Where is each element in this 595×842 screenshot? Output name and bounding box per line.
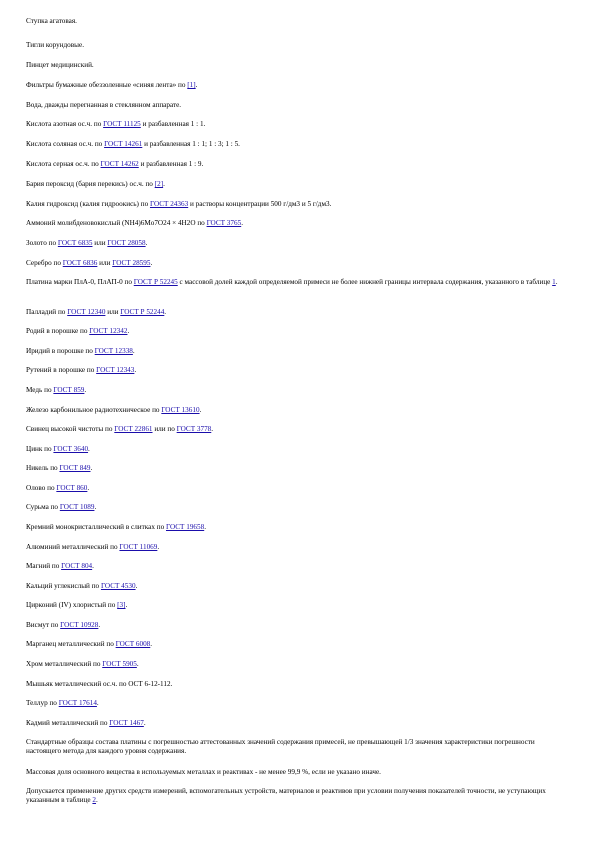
paragraph-text: Сурьма по	[26, 503, 60, 511]
paragraph	[26, 219, 566, 228]
paragraph-text: Кадмий металлический по	[26, 719, 110, 727]
paragraph	[26, 200, 566, 209]
paragraph	[26, 278, 566, 287]
reference-link[interactable]: ГОСТ 860	[56, 484, 88, 492]
paragraph-text: Золото по	[26, 239, 58, 247]
paragraph-text: Кислота соляная ос.ч. по	[26, 140, 105, 148]
paragraph-text: .	[204, 523, 206, 531]
paragraph	[26, 140, 566, 149]
paragraph-text: .	[90, 464, 93, 472]
paragraph-text: Вода, дважды перегнанная в стеклянном аппарате.	[26, 101, 182, 109]
paragraph	[26, 523, 566, 532]
paragraph	[26, 768, 566, 777]
reference-link[interactable]: [2]	[154, 180, 164, 188]
paragraph-text: .	[88, 445, 90, 453]
paragraph-text: Олово по	[26, 484, 57, 492]
paragraph	[26, 621, 566, 630]
reference-link[interactable]: ГОСТ 1467	[109, 719, 144, 727]
paragraph-text: Медь по	[26, 386, 54, 394]
paragraph	[26, 41, 566, 50]
paragraph-text: Родий в порошке по	[26, 327, 90, 335]
paragraph-text: Кислота азотная ос.ч. по	[26, 120, 104, 128]
paragraph-text: .	[135, 582, 138, 590]
reference-link[interactable]: ГОСТ 3778	[176, 425, 212, 433]
paragraph	[26, 406, 566, 415]
reference-link[interactable]: ГОСТ 6008	[115, 640, 151, 648]
reference-link[interactable]: ГОСТ 5905	[102, 660, 137, 668]
paragraph-text: .	[136, 660, 139, 668]
paragraph-text: или по	[152, 425, 177, 433]
paragraph-text: .	[150, 640, 153, 648]
reference-link[interactable]: ГОСТ 10928	[60, 621, 99, 629]
paragraph-text: Магний по	[26, 562, 62, 570]
paragraph-text: Массовая доля основного вещества в используемых металлах и реактивах - не менее 99,9 %, если не указано иначе.	[26, 768, 381, 776]
paragraph	[26, 425, 566, 434]
paragraph	[26, 120, 566, 129]
paragraph-text: Хром металлический по	[26, 660, 103, 668]
reference-link[interactable]: ГОСТ Р 52245	[133, 278, 178, 286]
paragraph-text: Калия гидроксид (калия гидроокись) по	[26, 200, 150, 208]
paragraph	[26, 445, 566, 454]
paragraph-text: Допускается применение других средств измерений, вспомогательных устройств, материалов и реактивов при условии получения показателей точности, не уступающих указанным в таблице	[26, 787, 546, 805]
paragraph-text: .	[157, 543, 160, 551]
paragraph	[26, 660, 566, 669]
reference-link[interactable]: ГОСТ 849	[59, 464, 91, 472]
paragraph	[26, 719, 566, 728]
paragraph-text: Кремний монокристаллический в слитках по	[26, 523, 166, 531]
paragraph-text: Марганец металлический по	[26, 640, 116, 648]
paragraph-text: Серебро по	[26, 259, 63, 267]
paragraph-text: .	[96, 699, 99, 707]
reference-link[interactable]: ГОСТ 28595	[112, 259, 151, 267]
paragraph-text: или	[97, 259, 113, 267]
paragraph	[26, 259, 566, 268]
paragraph	[26, 464, 566, 473]
paragraph-text: Свинец высокой чистоты по	[26, 425, 115, 433]
paragraph	[26, 17, 566, 26]
paragraph	[26, 503, 566, 512]
paragraph-text: и разбавленная 1 : 9.	[138, 160, 204, 168]
paragraph-text: Аммоний молибденовокислый (NH4)6Mo7O24 × 4H2O по	[26, 219, 207, 227]
paragraph-text: .	[199, 406, 202, 414]
paragraph-text: Палладий по	[26, 308, 68, 316]
paragraph-text: Бария пероксид (бария перекись) ос.ч. по	[26, 180, 155, 188]
paragraph-text: .	[145, 239, 148, 247]
paragraph-text: .	[555, 278, 558, 286]
paragraph-text: .	[96, 796, 98, 805]
reference-link[interactable]: ГОСТ 22861	[114, 425, 153, 433]
paragraph	[26, 582, 566, 591]
reference-link[interactable]: ГОСТ 859	[53, 386, 85, 394]
paragraph-text: Пинцет медицинский.	[26, 61, 94, 69]
reference-link[interactable]: ГОСТ 19658	[165, 523, 205, 531]
reference-link[interactable]: ГОСТ 11069	[119, 543, 158, 551]
paragraph	[26, 601, 566, 610]
reference-link[interactable]: 2	[92, 796, 97, 805]
paragraph-text: Мышьяк металлический ос.ч. по ОСТ 6-12-112.	[26, 680, 173, 688]
paragraph	[26, 239, 566, 248]
paragraph	[26, 699, 566, 708]
paragraph-text: Никель по	[26, 464, 60, 472]
paragraph-text: и разбавленная 1 : 1.	[140, 120, 206, 128]
paragraph-text: и разбавленная 1 : 1; 1 : 3; 1 : 5.	[142, 140, 240, 148]
paragraph-text: .	[150, 259, 153, 267]
paragraph-text: .	[143, 719, 146, 727]
paragraph	[26, 640, 566, 649]
paragraph-text: .	[98, 621, 101, 629]
paragraph	[26, 366, 566, 375]
paragraph-text: Алюминий металлический по	[26, 543, 120, 551]
paragraph-text: Цирконий (IV) хлористый по	[26, 601, 118, 609]
paragraph-text: .	[84, 386, 87, 394]
paragraph-text: .	[164, 308, 167, 316]
paragraph	[26, 308, 566, 317]
reference-link[interactable]: ГОСТ 3765	[206, 219, 242, 227]
paragraph-text: Висмут по	[26, 621, 61, 629]
reference-link[interactable]: ГОСТ 12343	[96, 366, 135, 374]
paragraph	[26, 327, 566, 336]
reference-link[interactable]: ГОСТ 4530	[100, 582, 136, 590]
paragraph-text: или	[92, 239, 108, 247]
reference-link[interactable]: ГОСТ 14262	[100, 160, 139, 168]
paragraph-text: Платина марки ПлА-0, ПлАП-0 по	[26, 278, 134, 286]
reference-link[interactable]: ГОСТ 17614	[58, 699, 97, 707]
paragraph	[26, 543, 566, 552]
paragraph	[26, 386, 566, 395]
reference-link[interactable]: 1	[552, 278, 556, 286]
paragraph-text: .	[241, 219, 243, 227]
paragraph	[26, 180, 566, 189]
reference-link[interactable]: ГОСТ 12338	[94, 347, 133, 355]
paragraph-text: с массовой долей каждой определяемой примеси не более нижней границы интервала содержания, указанного в таблице	[177, 278, 553, 286]
paragraph	[26, 347, 566, 356]
paragraph-text: Ступка агатовая.	[26, 17, 77, 25]
reference-link[interactable]: ГОСТ 13610	[161, 406, 200, 414]
paragraph-text: .	[195, 81, 198, 89]
reference-link[interactable]: ГОСТ 12342	[89, 327, 128, 335]
reference-link[interactable]: [1]	[187, 81, 196, 89]
paragraph-text: Иридий в порошке по	[26, 347, 95, 355]
paragraph-text: .	[127, 327, 130, 335]
paragraph-text: Теллур по	[26, 699, 59, 707]
reference-link[interactable]: ГОСТ Р 52244	[120, 308, 165, 316]
paragraph	[26, 61, 566, 70]
paragraph	[26, 680, 566, 689]
paragraph-text: .	[132, 347, 135, 355]
reference-link[interactable]: [3]	[117, 601, 126, 609]
paragraph-text: .	[211, 425, 214, 433]
reference-link[interactable]: ГОСТ 804	[61, 562, 93, 570]
paragraph-text: Кальций углекислый по	[26, 582, 101, 590]
paragraph-text: Кислота серная ос.ч. по	[26, 160, 101, 168]
paragraph	[26, 738, 566, 757]
paragraph-text: Цинк по	[26, 445, 54, 453]
reference-link[interactable]: ГОСТ 6836	[62, 259, 98, 267]
paragraph-text: .	[94, 503, 97, 511]
paragraph	[26, 787, 566, 806]
reference-link[interactable]: ГОСТ 14261	[104, 140, 143, 148]
paragraph	[26, 101, 566, 110]
paragraph-text: .	[134, 366, 137, 374]
reference-link[interactable]: ГОСТ 24363	[149, 200, 189, 208]
reference-link[interactable]: ГОСТ 1089	[59, 503, 95, 511]
paragraph	[26, 562, 566, 571]
paragraph-text: .	[87, 484, 90, 492]
paragraph	[26, 484, 566, 493]
reference-link[interactable]: ГОСТ 12340	[67, 308, 106, 316]
paragraph-text: .	[163, 180, 165, 188]
paragraph-text: Стандартные образцы состава платины с погрешностью аттестованных значений содержания примесей, не превышающей 1/3 значения характеристики погрешности настоящего метода для каждого уровня содержания.	[26, 738, 535, 756]
paragraph-text: .	[92, 562, 94, 570]
paragraph-text: Железо карбонильное радиотехническое по	[26, 406, 162, 414]
paragraph	[26, 81, 566, 90]
paragraph-text: и растворы концентрации 500 г/дм3 и 5 г/дм3.	[188, 200, 332, 208]
paragraph-text: .	[125, 601, 128, 609]
reference-link[interactable]: ГОСТ 6835	[57, 239, 93, 247]
reference-link[interactable]: ГОСТ 3640	[53, 445, 89, 453]
reference-link[interactable]: ГОСТ 28058	[107, 239, 146, 247]
paragraph-text: Тигли корундовые.	[26, 41, 84, 49]
paragraph-text: Рутений в порошке по	[26, 366, 97, 374]
paragraph-text: Фильтры бумажные обеззоленные «синяя лента» по	[26, 81, 188, 89]
paragraph-text: или	[105, 308, 121, 316]
reference-link[interactable]: ГОСТ 11125	[103, 120, 141, 128]
paragraph	[26, 160, 566, 169]
